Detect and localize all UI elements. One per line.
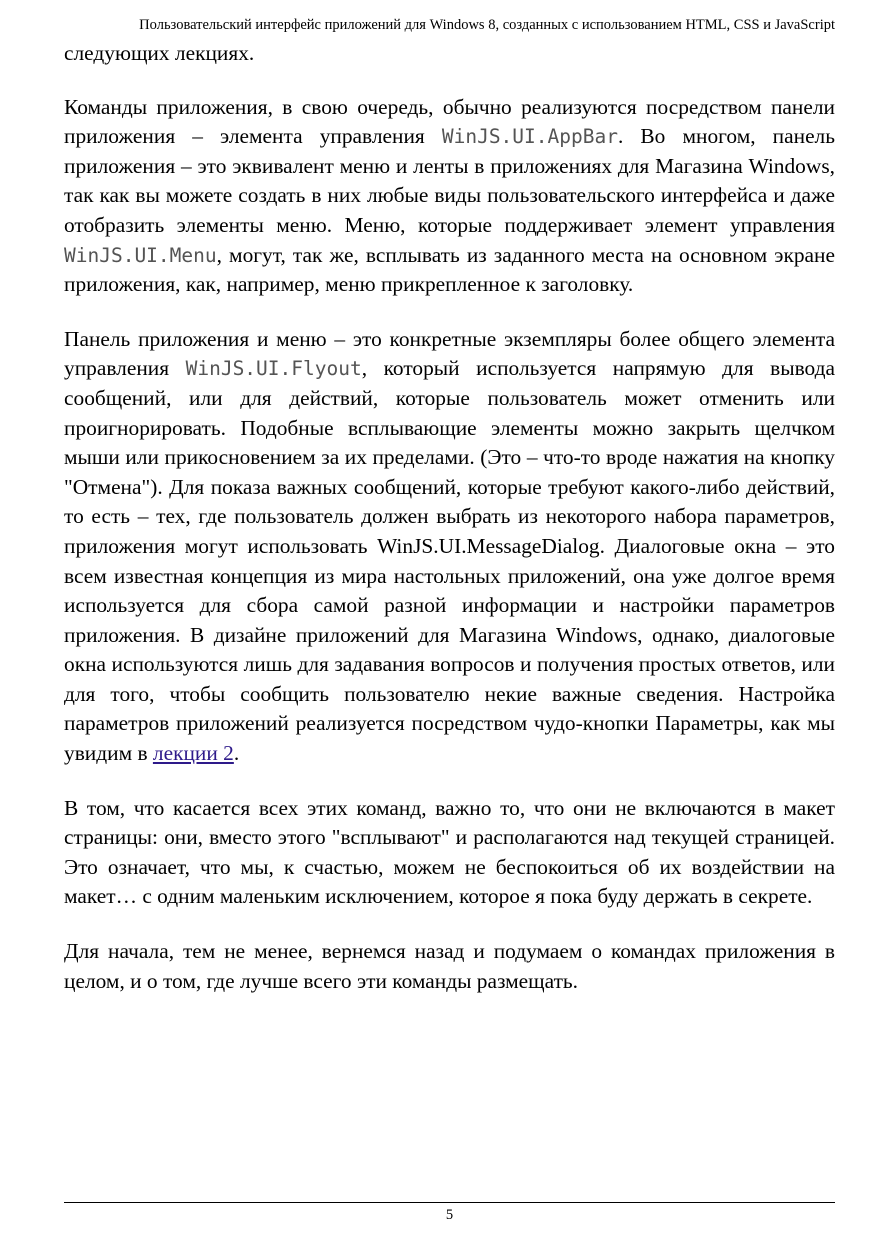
paragraph-continuation: следующих лекциях. bbox=[64, 41, 255, 65]
footer-divider bbox=[64, 1202, 835, 1203]
paragraph-text: . Во многом, панель приложения – это эквивалент меню и ленты в приложениях для Магазина Windows, так как вы можете создать в них любые виды пользовательского интерфейса и даже отобразить элементы меню. Меню, которые поддерживает элемент управления bbox=[64, 124, 835, 237]
paragraph-layout: В том, что касается всех этих команд, важно то, что они не включаются в макет страницы: они, вместо этого "всплывают" и располагаются над текущей страницей. Это означает, что мы, к счастью, можем не беспокоиться об их воздействии на макет… с одним маленьким исключением, которое я пока буду держать в секрете. bbox=[64, 795, 835, 909]
paragraph-text: Команды приложения, в свою очередь, обычно реализуются посредством панели приложения – элемента управления bbox=[64, 94, 835, 149]
lecture-2-link[interactable]: лекции 2 bbox=[152, 741, 234, 766]
paragraph-flyout bbox=[64, 325, 835, 769]
paragraph-text: Панель приложения и меню – это конкретные экземпляры более общего элемента управления bbox=[64, 326, 835, 381]
code-appbar: WinJS.UI.AppBar bbox=[441, 125, 618, 149]
paragraph-app-commands bbox=[64, 93, 835, 300]
document-body bbox=[64, 39, 835, 1021]
paragraph-text: . bbox=[233, 741, 240, 766]
running-header: Пользовательский интерфейс приложений для Windows 8, созданных с использованием HTML, CSS и JavaScript bbox=[139, 17, 835, 33]
paragraph-intro: Для начала, тем не менее, вернемся назад и подумаем о командах приложения в целом, и о том, где лучше всего эти команды размещать. bbox=[64, 939, 835, 993]
page-number: 5 bbox=[445, 1207, 454, 1223]
code-menu: WinJS.UI.Menu bbox=[64, 243, 217, 267]
paragraph-text: , могут, так же, всплывать из заданного места на основном экране приложения, как, например, меню прикрепленное к заголовку. bbox=[64, 242, 835, 297]
paragraph-text: , который используется напрямую для вывода сообщений, или для действий, которые пользователь может отменить или проигнорировать. Подобные всплывающие элементы можно закрыть щелчком мыши или прикосновением за их пределами. (Это – что-то вроде нажатия на кнопку "Отмена"). Для показа важных сообщений, которые требуют какого-либо действий, то есть – тех, где пользователь должен выбрать из некоторого набора параметров, приложения могут использовать WinJS.UI.MessageDialog. Диалоговые окна – это всем известная концепция из мира настольных приложений, она уже долгое время используется для сбора самой разной информации и настройки параметров приложения. В дизайне приложений для Магазина Windows, однако, диалоговые окна используются лишь для задавания вопросов и получения простых ответов, или для того, чтобы сообщить пользователю некие важные сведения. Настройка параметров приложений реализуется посредством чудо-кнопки Параметры, как мы увидим в bbox=[64, 356, 836, 766]
code-flyout: WinJS.UI.Flyout bbox=[185, 357, 362, 381]
